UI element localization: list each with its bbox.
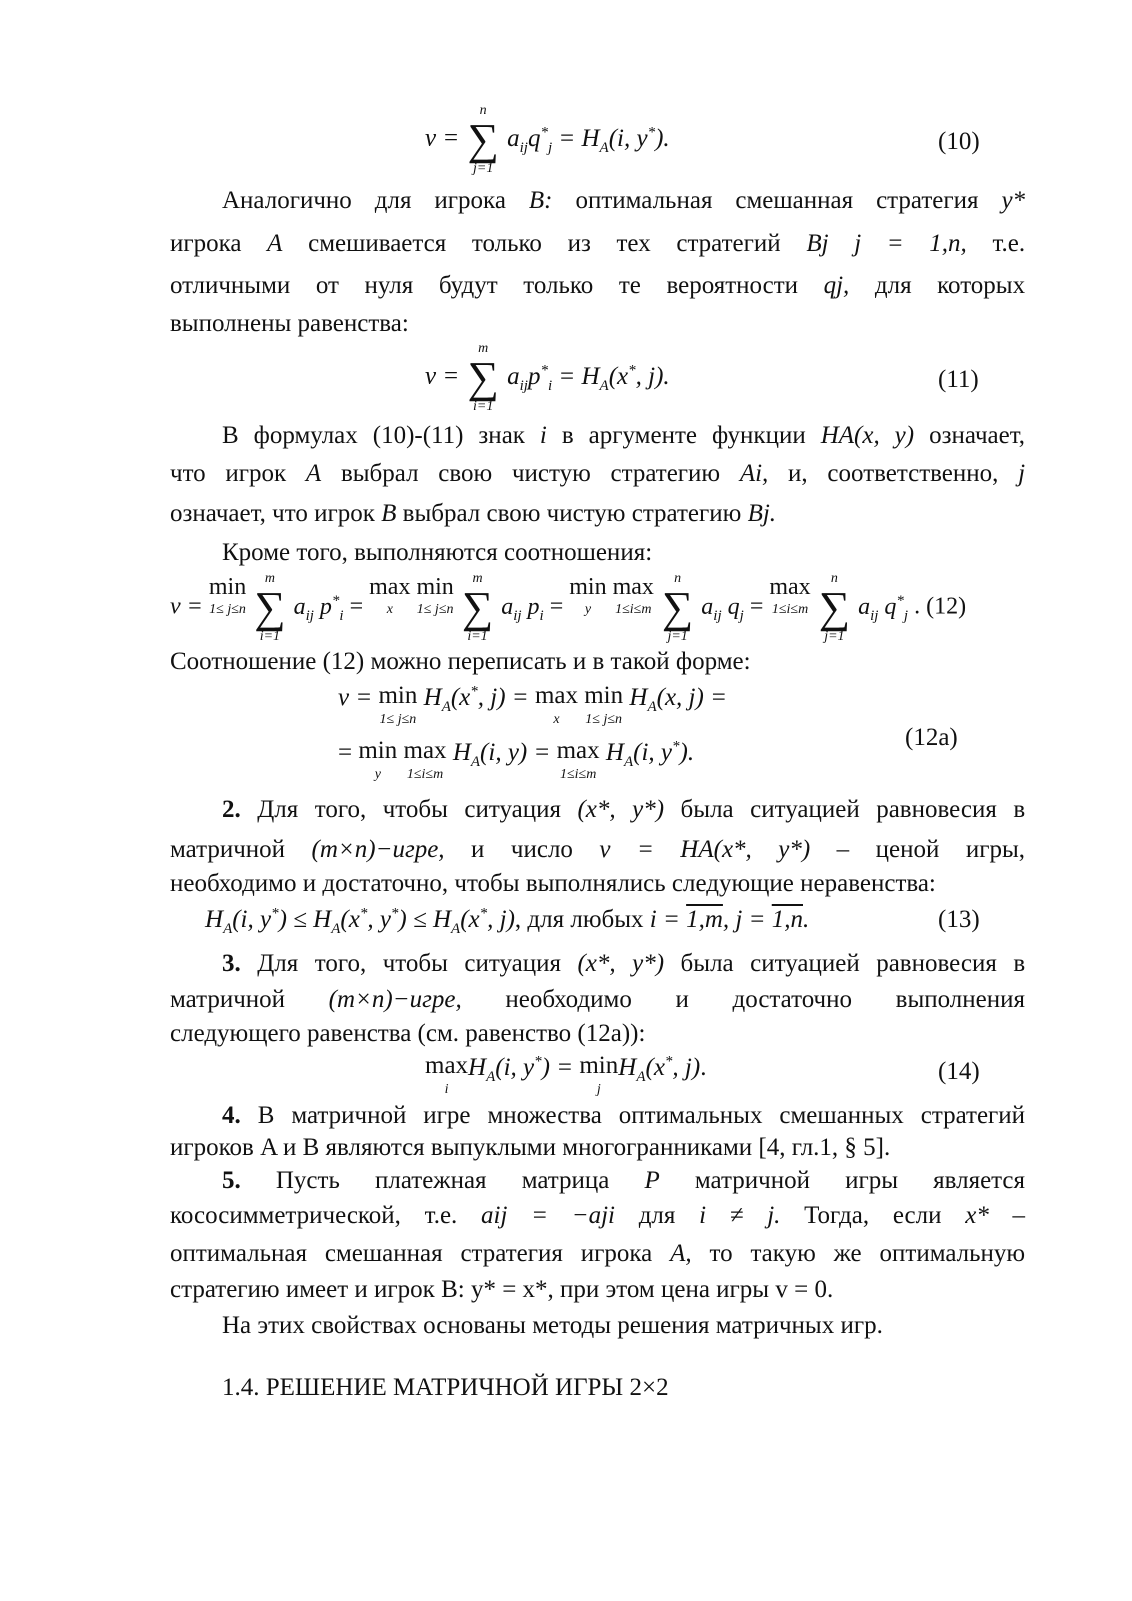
equation-number-13: (13) <box>938 906 980 933</box>
sum-icon: m ∑ i=1 <box>467 341 499 414</box>
p6-line1: 3. Для того, чтобы ситуация (x*, y*) была ситуацией равновесия в <box>222 950 1026 977</box>
p8-line3: оптимальная смешанная стратегия игрока A, то такую же оптимальную <box>170 1240 1026 1267</box>
p5-line3: необходимо и достаточно, чтобы выполнялись следующие неравенства: <box>170 870 936 897</box>
p7-line2: игроков A и B являются выпуклыми многогранниками [4, гл.1, § 5]. <box>170 1134 891 1161</box>
p2-line3: означает, что игрок B выбрал свою чистую стратегию Bj. <box>170 500 777 527</box>
equation-11: v = m ∑ i=1 $a_{ij}p^*_i = H_A(x^*$, j). <box>425 341 670 414</box>
p8-line1: 5. Пусть платежная матрица P матричной игры является <box>222 1167 1026 1194</box>
eq10-lhs: v = <box>425 124 460 152</box>
p2-line2: что игрок A выбрал свою чистую стратегию Ai, и, соответственно, j <box>170 460 1026 487</box>
equation-number-11: (11) <box>938 366 979 393</box>
p5-line1: 2. Для того, чтобы ситуация (x*, y*) была ситуацией равновесия в <box>222 796 1026 823</box>
eq10-rhs: = $H_A(i$, y*). <box>558 124 670 156</box>
equation-12a-line1: v = min 1≤ j≤n $H_A(x^*$, j) = max x min 1≤ j≤n $H_A(x$, j) = <box>338 682 727 727</box>
p9-line: На этих свойствах основаны методы решения матричных игр. <box>222 1312 883 1339</box>
p3-line: Кроме того, выполняются соотношения: <box>222 539 653 566</box>
equation-number-12a: (12a) <box>905 724 958 751</box>
equation-number-10: (10) <box>938 128 980 155</box>
p1-line4: выполнены равенства: <box>170 310 409 337</box>
sum-lower: j=1 <box>472 161 494 176</box>
sum-upper: n <box>479 103 487 118</box>
equation-number-12: . (12) <box>914 593 967 620</box>
p7-line1: 4. В матричной игре множества оптимальных смешанных стратегий <box>222 1102 1026 1129</box>
sum-icon: n ∑ j=1 <box>467 103 499 176</box>
p6-line2: матричной (m×n)−игре, необходимо и достаточно выполнения <box>170 986 1025 1013</box>
p2-line1: В формулах (10)-(11) знак i в аргументе функции HA(x, y) означает, <box>222 422 1026 449</box>
equation-10 <box>425 104 670 176</box>
p8-line2: кососимметрической, т.е. aij = −aji для i ≠ j. Тогда, если x* – <box>170 1202 1026 1229</box>
p6-line3: следующего равенства (см. равенство (12а)): <box>170 1020 646 1047</box>
section-heading: 1.4. РЕШЕНИЕ МАТРИЧНОЙ ИГРЫ 2×2 <box>222 1374 669 1401</box>
equation-14: max i $H_A(i$, y*) = min j $H_A(x^*$, j). <box>425 1052 707 1097</box>
p1-line3: отличными от нуля будут только те вероятности qj, для которых <box>170 272 1026 299</box>
p1-line1: Аналогично для игрока B: оптимальная смешанная стратегия y* <box>222 187 1026 214</box>
p4-line: Соотношение (12) можно переписать и в такой форме: <box>170 648 751 675</box>
equation-number-14: (14) <box>938 1058 980 1085</box>
eq10-term: $a_{ij}q^*_j$ <box>507 124 553 156</box>
equation-12a-line2: = min y max 1≤i≤m $H_A(i$, y) = max 1≤i≤m $H_A(i$, y*). <box>338 737 695 782</box>
equation-13: $H_A(i$, $y^*) \le H_A(x^*$, $y^*) \le H_A(x^*$, j), для любых i = 1,m, j = 1,n. <box>205 905 810 937</box>
equation-12: v = min 1≤ j≤n m ∑ i=1 $a_{ij}$ $p^*_i$ = max x min 1≤ j≤n m ∑ i=1 $a_{ij}$ $p_i$ = min y max 1≤i≤m n ∑ j=1 $a_{ij}$ $q_j$ = max 1≤i≤m n ∑ j=1 $a_{ij}$ $q^*_j$ . (12) <box>170 571 967 644</box>
p1-line2: игрока A смешивается только из тех стратегий Bj j = 1,n, т.е. <box>170 230 1026 257</box>
p5-line2: матричной (m×n)−игре, и число v = HA(x*, y*) – ценой игры, <box>170 836 1026 863</box>
p8-line4: стратегию имеет и игрок B: y* = x*, при этом цена игры v = 0. <box>170 1276 834 1303</box>
